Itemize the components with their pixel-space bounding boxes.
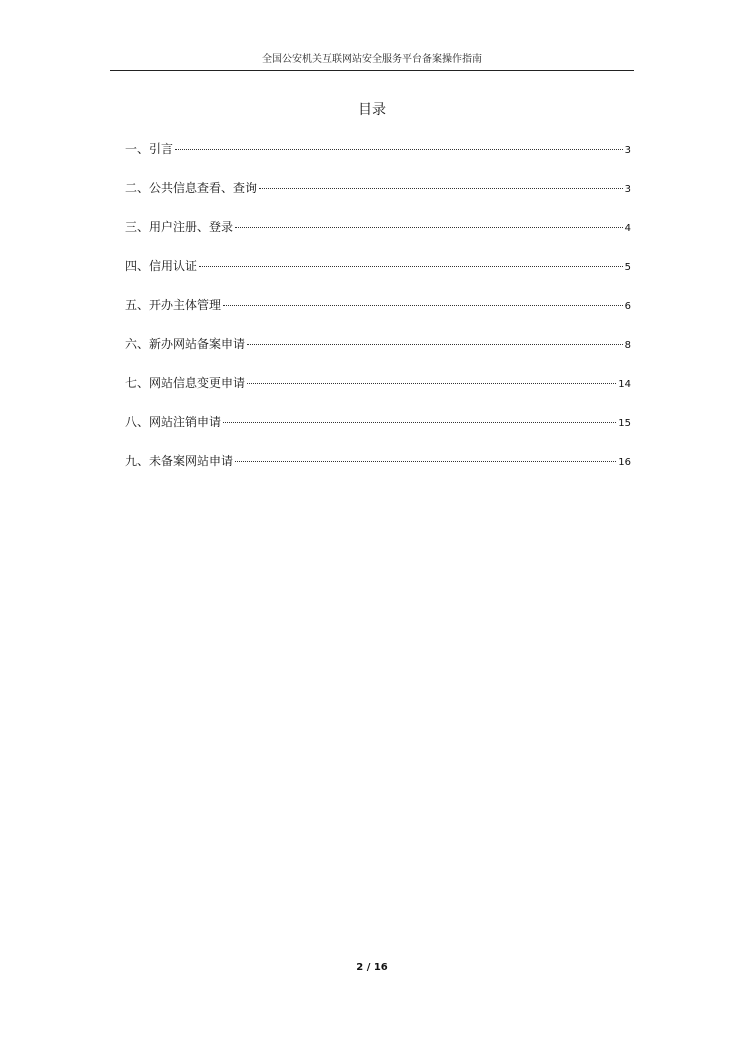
toc-title: 目录 [358,102,386,118]
toc-dot-leader [199,266,623,267]
toc-dot-leader [259,188,623,189]
toc-entry-credit-auth[interactable] [125,258,631,297]
toc-entry-page: 3 [624,145,631,156]
page-header: 全国公安机关互联网站安全服务平台备案操作指南 [262,54,482,65]
toc-dot-leader [247,344,623,345]
toc-dot-leader [223,422,616,423]
toc-entry-label: 七、网站信息变更申请 [125,376,246,390]
toc-entry-label: 二、公共信息查看、查询 [125,181,258,195]
toc-dot-leader [247,383,616,384]
toc-entry-entity-management[interactable] [125,297,631,336]
toc-entry-label: 六、新办网站备案申请 [125,337,246,351]
toc-entry-page: 6 [624,301,631,312]
toc-entry-public-info[interactable] [125,180,631,219]
page-number: 2 / 16 [356,962,388,973]
toc-dot-leader [223,305,623,306]
toc-entry-site-cancel[interactable] [125,414,631,453]
toc-entry-page: 8 [624,340,631,351]
toc-entry-page: 14 [618,379,631,390]
toc-entry-unfiled-site[interactable] [125,453,631,492]
toc-dot-leader [235,227,623,228]
toc-entry-site-change[interactable] [125,375,631,414]
toc-entry-label: 九、未备案网站申请 [125,454,234,468]
toc-entry-page: 3 [624,184,631,195]
table-of-contents [125,141,631,492]
toc-entry-label: 四、信用认证 [125,259,198,273]
toc-entry-new-site-filing[interactable] [125,336,631,375]
toc-entry-register-login[interactable] [125,219,631,258]
toc-entry-page: 16 [618,457,631,468]
toc-dot-leader [235,461,616,462]
header-divider [110,70,634,71]
toc-entry-introduction[interactable] [125,141,631,180]
toc-dot-leader [175,149,623,150]
toc-entry-label: 一、引言 [125,142,174,156]
toc-entry-label: 五、开办主体管理 [125,298,222,312]
toc-entry-page: 4 [624,223,631,234]
toc-entry-page: 5 [624,262,631,273]
toc-entry-page: 15 [618,418,631,429]
toc-entry-label: 八、网站注销申请 [125,415,222,429]
toc-entry-label: 三、用户注册、登录 [125,220,234,234]
